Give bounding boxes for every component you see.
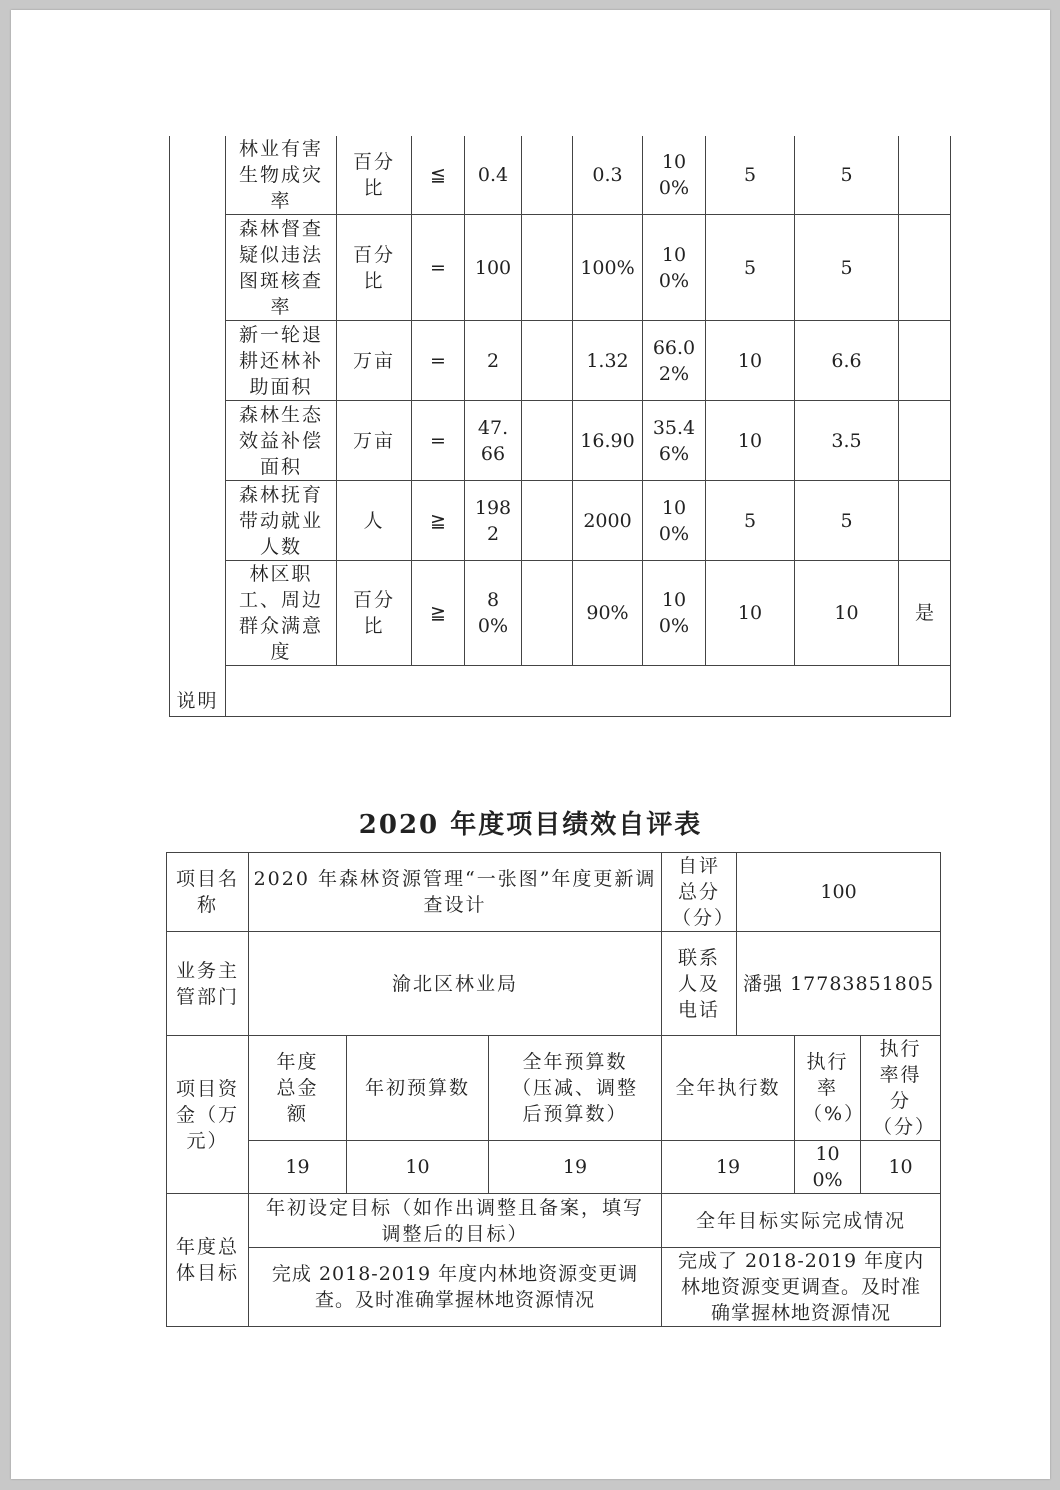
indicator-score: 5	[795, 136, 899, 215]
indicator-weight: 5	[706, 215, 795, 321]
self-evaluation-table	[166, 852, 941, 1327]
contact-label: 联系人及电话	[662, 932, 737, 1036]
indicator-weight: 10	[706, 401, 795, 481]
indicator-blank	[522, 321, 573, 401]
department-row	[167, 932, 941, 1036]
funds-value-total: 19	[249, 1141, 347, 1194]
indicator-row	[170, 401, 951, 481]
indicator-operator: ≧	[412, 481, 465, 561]
goals-value-row	[167, 1248, 941, 1327]
funds-value-row	[167, 1141, 941, 1194]
funds-header-initial: 年初预算数	[347, 1036, 489, 1141]
indicator-operator: =	[412, 215, 465, 321]
indicator-side-cell	[170, 401, 226, 481]
explain-row	[170, 666, 951, 717]
score-label: 自评总分（分）	[662, 853, 737, 932]
department-label: 业务主管部门	[167, 932, 249, 1036]
funds-value-executed: 19	[662, 1141, 795, 1194]
document-page	[11, 10, 1050, 1479]
indicator-target: 100	[465, 215, 522, 321]
funds-value-adjusted: 19	[489, 1141, 662, 1194]
indicator-unit: 万亩	[337, 321, 412, 401]
indicator-side-cell	[170, 481, 226, 561]
indicator-actual: 100%	[573, 215, 643, 321]
indicator-note	[899, 321, 951, 401]
indicator-note: 是	[899, 561, 951, 666]
indicator-blank	[522, 215, 573, 321]
score-value: 100	[737, 853, 941, 932]
indicator-note	[899, 481, 951, 561]
indicator-weight: 5	[706, 136, 795, 215]
indicator-actual: 90%	[573, 561, 643, 666]
indicator-row	[170, 321, 951, 401]
funds-value-rate-score: 10	[861, 1141, 941, 1194]
indicator-rate: 100%	[643, 215, 706, 321]
indicator-rate: 100%	[643, 481, 706, 561]
indicator-row	[170, 481, 951, 561]
indicator-operator: =	[412, 321, 465, 401]
project-name-row	[167, 853, 941, 932]
indicator-table	[169, 136, 951, 717]
funds-header-rate-score: 执行率得分（分）	[861, 1036, 941, 1141]
indicator-blank	[522, 401, 573, 481]
indicator-blank	[522, 136, 573, 215]
indicator-score: 5	[795, 215, 899, 321]
indicator-name: 森林抚育带动就业人数	[226, 481, 337, 561]
indicator-rate: 35.46%	[643, 401, 706, 481]
explain-cell	[226, 666, 951, 717]
funds-header-rate: 执行率（%）	[795, 1036, 861, 1141]
indicator-operator: ≦	[412, 136, 465, 215]
indicator-side-cell	[170, 321, 226, 401]
project-name-label: 项目名称	[167, 853, 249, 932]
indicator-target: 0.4	[465, 136, 522, 215]
indicator-note	[899, 215, 951, 321]
indicator-unit: 万亩	[337, 401, 412, 481]
funds-value-rate: 100%	[795, 1141, 861, 1194]
indicator-weight: 10	[706, 321, 795, 401]
indicator-rate: 100%	[643, 136, 706, 215]
goals-header-row	[167, 1194, 941, 1248]
indicator-score: 10	[795, 561, 899, 666]
indicator-weight: 5	[706, 481, 795, 561]
funds-header-total: 年度总金额	[249, 1036, 347, 1141]
indicator-name: 森林生态效益补偿面积	[226, 401, 337, 481]
indicator-operator: ≧	[412, 561, 465, 666]
goals-label: 年度总体目标	[167, 1194, 249, 1327]
funds-header-executed: 全年执行数	[662, 1036, 795, 1141]
goals-planned-header: 年初设定目标（如作出调整且备案，填写调整后的目标）	[249, 1194, 662, 1248]
indicator-side-cell	[170, 561, 226, 666]
goals-planned-value: 完成 2018-2019 年度内林地资源变更调查。及时准确掌握林地资源情况	[249, 1248, 662, 1327]
indicator-actual: 1.32	[573, 321, 643, 401]
indicator-note	[899, 136, 951, 215]
indicator-unit: 百分比	[337, 561, 412, 666]
indicator-unit: 人	[337, 481, 412, 561]
explain-label: 说明	[170, 666, 226, 717]
project-name-value: 2020 年森林资源管理“一张图”年度更新调查设计	[249, 853, 662, 932]
funds-label: 项目资金（万元）	[167, 1036, 249, 1194]
indicator-target: 1982	[465, 481, 522, 561]
indicator-side-cell	[170, 136, 226, 215]
contact-value: 潘强 17783851805	[737, 932, 941, 1036]
indicator-name: 新一轮退耕还林补助面积	[226, 321, 337, 401]
form-title: 2020 年度项目绩效自评表	[358, 810, 703, 840]
funds-header-row	[167, 1036, 941, 1141]
indicator-name: 森林督查疑似违法图斑核查率	[226, 215, 337, 321]
indicator-rate: 100%	[643, 561, 706, 666]
indicator-actual: 2000	[573, 481, 643, 561]
indicator-target: 47.66	[465, 401, 522, 481]
indicator-note	[899, 401, 951, 481]
department-value: 渝北区林业局	[249, 932, 662, 1036]
indicator-operator: =	[412, 401, 465, 481]
indicator-weight: 10	[706, 561, 795, 666]
indicator-unit: 百分比	[337, 136, 412, 215]
indicator-side-cell	[170, 215, 226, 321]
funds-value-initial: 10	[347, 1141, 489, 1194]
indicator-actual: 0.3	[573, 136, 643, 215]
indicator-name: 林区职工、周边群众满意度	[226, 561, 337, 666]
indicator-row	[170, 561, 951, 666]
indicator-target: 80%	[465, 561, 522, 666]
goals-actual-value: 完成了 2018-2019 年度内林地资源变更调查。及时准确掌握林地资源情况	[662, 1248, 941, 1327]
funds-header-adjusted: 全年预算数（压减、调整后预算数）	[489, 1036, 662, 1141]
indicator-row	[170, 136, 951, 215]
indicator-row	[170, 215, 951, 321]
indicator-score: 5	[795, 481, 899, 561]
indicator-target: 2	[465, 321, 522, 401]
indicator-score: 3.5	[795, 401, 899, 481]
indicator-blank	[522, 481, 573, 561]
indicator-rate: 66.02%	[643, 321, 706, 401]
indicator-blank	[522, 561, 573, 666]
indicator-unit: 百分比	[337, 215, 412, 321]
indicator-name: 林业有害生物成灾率	[226, 136, 337, 215]
goals-actual-header: 全年目标实际完成情况	[662, 1194, 941, 1248]
indicator-score: 6.6	[795, 321, 899, 401]
indicator-actual: 16.90	[573, 401, 643, 481]
